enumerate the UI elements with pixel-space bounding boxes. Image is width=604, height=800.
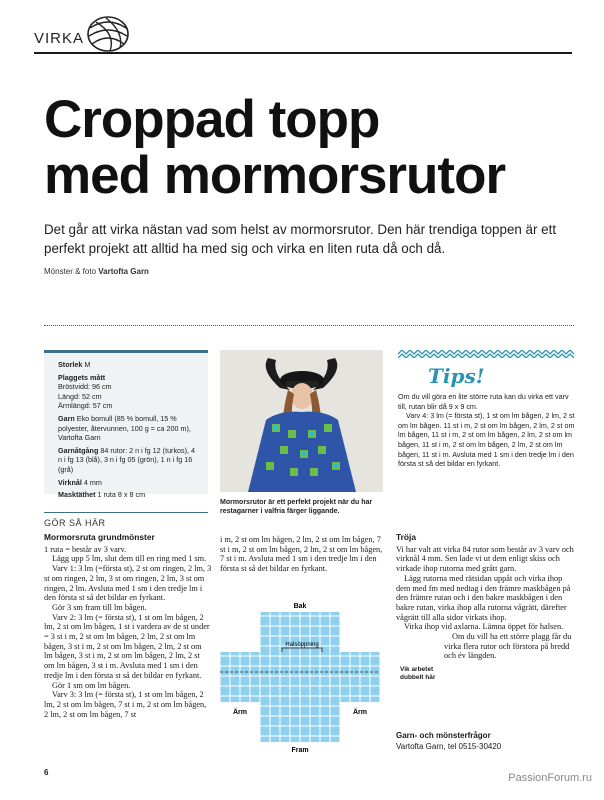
size-row: [58, 360, 200, 370]
photo-caption: Mormorsrutor är ett perfekt projekt när du har restagarner i valfria färger liggande.: [220, 499, 373, 515]
contact-text: Vartofta Garn, tel 0515-30420: [396, 742, 502, 751]
yarn-row: [58, 414, 200, 443]
diagram-label-back: Bak: [293, 603, 307, 610]
col1-p3: Varv 1: 3 lm (=första st), 2 st om ringen, 2 lm, 3 st om ringen, 2 lm, 3 st om ringen, 2 lm, 3 st om ringen, 2 lm. Avsluta med 1 sm i den tredje lm i den första st så det bildar en fyrkant.: [44, 564, 212, 603]
section-tag: VIRKA: [34, 30, 85, 47]
col1-p4: Gör 3 sm fram till lm bågen.: [52, 602, 147, 612]
dotted-divider: [44, 325, 574, 326]
hook-row: [58, 478, 200, 488]
section-heading: GÖR SÅ HÄR: [44, 518, 106, 528]
granny-square-heading: Mormorsruta grundmönster: [44, 532, 155, 542]
sweater-heading: Tröja: [396, 532, 417, 542]
size-label: Storlek: [58, 360, 83, 369]
tips-zigzag-decoration: [398, 350, 574, 358]
bust-value: Bröstvidd: 96 cm: [58, 382, 112, 392]
gauge-value: 1 ruta 8 x 8 cm: [97, 490, 146, 500]
measures-row: [58, 373, 200, 411]
yarn-value: Eko bomull (85 % bomull, 15 % polyester, återvunnen, 100 g = ca 200 m), Vartofta Garn: [58, 413, 191, 443]
column-1: [44, 533, 212, 719]
tips-title: Tips!: [428, 364, 485, 388]
gauge-row: [58, 490, 200, 500]
tips-round4: Varv 4: 3 lm (= första st), 1 st om lm bågen, 2 lm, 2 st om lm bågen. 11 st i m, 2 st om lm bågen, 2 lm, 2 st om lm bågen, 11 st i m, 2 st om lm bågen, 2 lm, 2 st om lm bågen, 11 st i m, 2 st om lm bågen, 2 lm, 2 st om lm bågen, 11 st i m. Avsluta med 1 sm i den tredje lm i den första st så det bildar en fyrkant.: [398, 411, 575, 469]
sleeve-value: Ärmlängd: 57 cm: [58, 401, 113, 411]
diagram-label-sleeve-left: Ärm: [232, 709, 248, 716]
subhead-rule: [44, 512, 208, 513]
hook-label: Virknål: [58, 477, 82, 487]
contact-heading: Garn- och mönsterfrågor: [396, 731, 491, 740]
watermark: PassionForum.ru: [508, 772, 592, 784]
col1-p2: Lägg upp 5 lm, slut dem till en ring med 1 sm.: [52, 554, 207, 564]
article-title: [44, 92, 574, 204]
amount-label: Garnåtgång: [58, 445, 99, 455]
col3-p4: Om du vill ha ett större plagg får du virka flera rutor och förstora på bredd och év längden.: [444, 632, 572, 661]
diagram-label-sleeve-right: Ärm: [352, 709, 368, 716]
col2-p1: i m, 2 st om lm bågen, 2 lm, 2 st om lm bågen, 7 st i m, 2 st om lm bågen, 2 lm, 2 st om lm bågen, 7 st i m. Avsluta med 1 sm i den tredje lm i den första st så det bildar en fyrkant.: [220, 535, 383, 574]
facts-box: [44, 350, 208, 500]
col1-p1: 1 ruta = består av 3 varv.: [44, 544, 127, 554]
amount-row: [58, 446, 200, 475]
col1-p5: Varv 2: 3 lm (= första st), 1 st om lm bågen, 2 lm, 2 st om lm bågen, 1 st i vardera av de st under = 3 st i m, 2 st om lm bågen, 2 lm, 2 st om lm bågen, 3 st i m, 2 st om lm bågen, 2 lm, 2 st om lm bågen, 3 st i m, 2 st om lm bågen, 2 lm, 2 st om lm bågen, 3 st i m. Avsluta med 1 sm i den tredje lm i den första st så det bildar en fyrkant.: [44, 612, 210, 680]
body-panel: [220, 652, 380, 702]
credit: [44, 267, 149, 276]
contact-info: [396, 730, 574, 752]
size-value: M: [84, 360, 91, 369]
tips-text: [398, 392, 576, 469]
lead-paragraph: Det går att virka nästan vad som helst av mormorsrutor. Den här trendiga toppen är ett perfekt projekt att alltid ha med sig och virka en liten ruta då och då.: [44, 222, 557, 256]
layout-diagram: [220, 596, 400, 756]
page-number: 6: [44, 768, 49, 777]
yarn-ball-logo: [86, 14, 130, 54]
col1-p7: Varv 3: 3 lm (= första st), 1 st om lm bågen, 2 lm, 2 st om lm bågen, 7 st i m, 2 st om lm bågen, 2 lm, 2 st om lm bågen, 7 st: [44, 690, 207, 719]
credit-name: Vartofta Garn: [98, 267, 149, 276]
gauge-label: Masktäthet: [58, 490, 96, 500]
measures-label: Plaggets mått: [58, 372, 106, 382]
hook-value: 4 mm: [83, 477, 102, 487]
tips-intro: Om du vill göra en lite större ruta kan du virka ett varv till, rutan blir då 9 x 9 cm.: [398, 392, 569, 411]
header-rule: [34, 52, 572, 54]
credit-prefix: Mönster & foto: [44, 267, 97, 276]
title-line-1: Croppad topp: [44, 90, 380, 149]
column-3: [396, 533, 574, 661]
model-photo: [220, 350, 383, 492]
diagram-label-front: Fram: [291, 747, 309, 754]
col3-p2: Lägg rutorna med rätsidan uppåt och virka ihop dem med fm med nedtag i den främre maskbågen på den främre rutan och i den bakre maskbågen i den bakre rutan, virka ihop alla rutorna vågrätt, därefter vågrätt till alla sidor virkats ihop.: [396, 573, 571, 622]
length-value: Längd: 52 cm: [58, 391, 102, 401]
diagram-label-neck: Halsöppning: [285, 642, 319, 648]
col3-p3: Virka ihop vid axlarna. Lämna öppet för halsen.: [404, 622, 564, 632]
title-line-2: med mormorsrutor: [44, 146, 506, 205]
column-2: [220, 535, 388, 574]
amount-value: 84 rutor: 2 n i fg 12 (turkos), 4 n i fg 13 (blå), 3 n i fg 05 (grön), 1 n i fg 16 (grå): [58, 445, 196, 474]
col1-p6: Gör 1 sm om lm bågen.: [52, 680, 131, 690]
col3-p1: Vi har valt att virka 84 rutor som består av 3 varv och virknål 4 mm. Sen lade vi ut dem enligt skiss och virkade ihop rutorna med grått garn.: [396, 544, 574, 574]
yarn-label: Garn: [58, 413, 75, 423]
front-panel: [260, 702, 340, 742]
fold-note: Vik arbetet dubbelt här: [400, 666, 436, 681]
